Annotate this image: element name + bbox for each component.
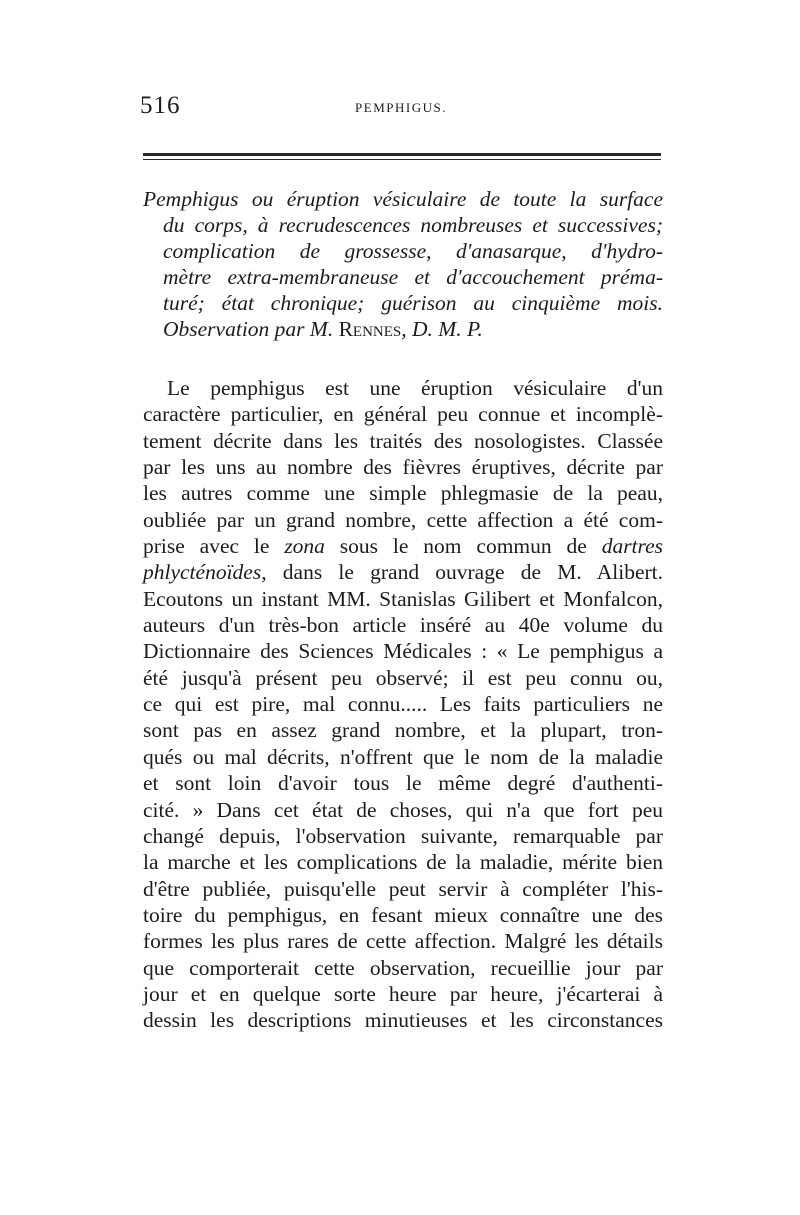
italic-term: zona [284, 534, 325, 559]
text-line: ce qui est pire, mal connu..... Les faits particuliers ne [143, 692, 663, 717]
header-rule-thick [143, 153, 661, 156]
text-line: que comporterait cette observation, recueillie jour par [143, 955, 663, 980]
text-line: formes les plus rares de cette affection. Malgré les détails [143, 929, 663, 954]
italic-term: dartres [601, 534, 664, 559]
text-line: Ecoutons un instant MM. Stanislas Gilibert et Monfalcon, [143, 586, 663, 611]
page-number: 516 [140, 92, 181, 119]
text-line: sont pas en assez grand nombre, et la plupart, tron- [143, 718, 663, 743]
title-line: Pemphigus ou éruption vésiculaire de toute la surface [143, 187, 663, 211]
text-line: été jusqu'à présent peu observé; il est peu connu ou, [143, 665, 663, 690]
text-line: tement décrite dans les traités des nosologistes. Classée [143, 428, 663, 453]
author-name: Rennes [338, 317, 402, 341]
title-line: du corps, à recrudescences nombreuses et successives; [163, 213, 663, 237]
article-title [143, 186, 663, 342]
title-line: mètre extra-membraneuse et d'accouchement préma- [163, 265, 663, 289]
byline-suffix: , D. M. P. [401, 317, 483, 341]
text-line: Le pemphigus est une éruption vésiculaire d'un [167, 376, 663, 400]
body-paragraph [143, 375, 663, 1034]
text-line: qués ou mal décrits, n'offrent que le nom de la maladie [143, 744, 663, 769]
page-header [140, 92, 662, 122]
text-line: d'être publiée, puisqu'elle peut servir à compléter l'his- [143, 876, 663, 901]
running-title: PEMPHIGUS. [355, 100, 447, 115]
text-run: , dans le grand ouvrage de M. Alibert. [261, 560, 663, 585]
text-line: auteurs d'un très-bon article inséré au 40e volume du [143, 613, 663, 638]
byline-prefix: Observation par M. [163, 317, 339, 341]
observation-byline [143, 316, 663, 342]
title-line: complication de grossesse, d'anasarque, d'hydro- [163, 239, 663, 263]
text-line: jour et en quelque sorte heure par heure, j'écarterai à [143, 981, 663, 1006]
text-line: la marche et les complications de la maladie, mérite bien [143, 850, 663, 875]
text-line: Dictionnaire des Sciences Médicales : « Le pemphigus a [143, 639, 663, 664]
text-line: toire du pemphigus, en fesant mieux connaître une des [143, 902, 663, 927]
text-line: caractère particulier, en général peu connue et incomplè- [143, 402, 663, 427]
text-line: et sont loin d'avoir tous le même degré d'authenti- [143, 771, 663, 796]
text-line [143, 559, 663, 585]
text-line: changé depuis, l'observation suivante, remarquable par [143, 823, 663, 848]
text-line: cité. » Dans cet état de choses, qui n'a que fort peu [143, 797, 663, 822]
text-line [143, 533, 663, 559]
text-line: dessin les descriptions minutieuses et les circonstances [143, 1008, 663, 1033]
text-line: par les uns au nombre des fièvres éruptives, décrite par [143, 455, 663, 480]
text-run: prise avec le [143, 534, 285, 559]
italic-term: phlycténoïdes [143, 560, 262, 585]
title-line: turé; état chronique; guérison au cinquième mois. [163, 291, 663, 315]
text-line: les autres comme une simple phlegmasie de la peau, [143, 481, 663, 506]
text-run: sous le nom commun de [324, 534, 602, 559]
header-rule-thin [143, 159, 661, 160]
text-line: oubliée par un grand nombre, cette affection a été com- [143, 507, 663, 532]
